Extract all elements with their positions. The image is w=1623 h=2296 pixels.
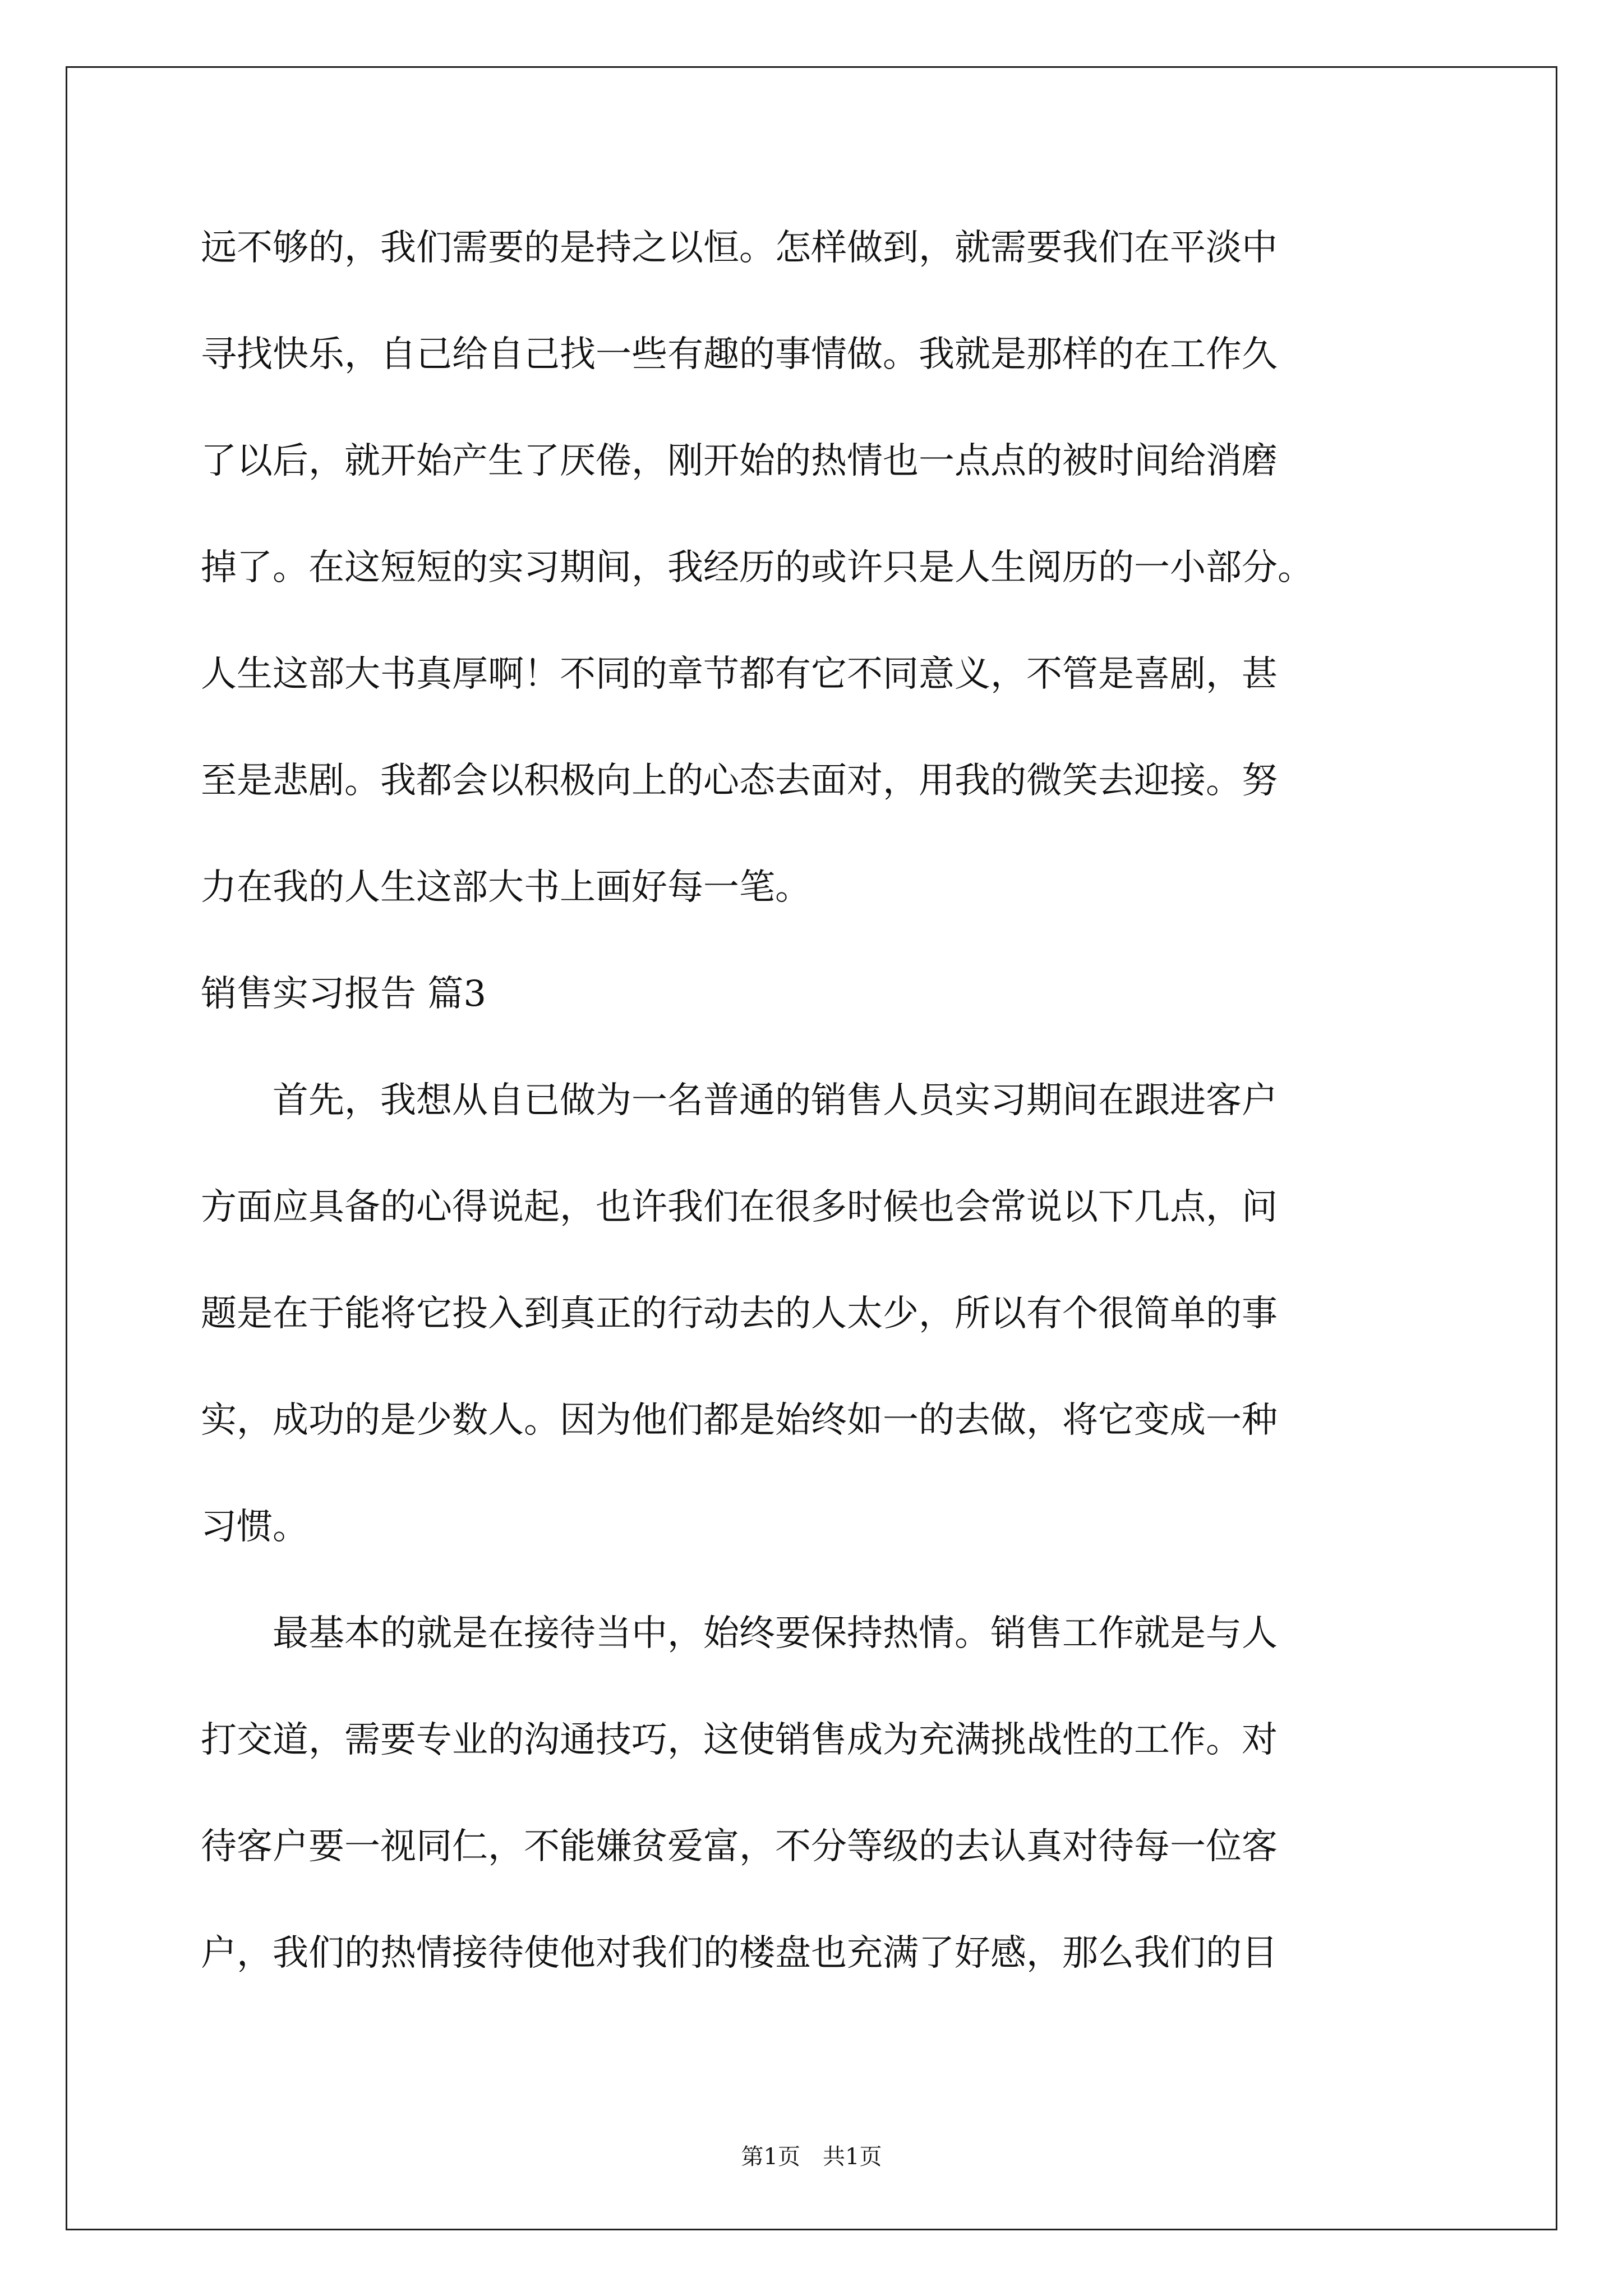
text-line: 习惯。 — [201, 1506, 308, 1548]
text-line: 待客户要一视同仁，不能嫌贫爱富，不分等级的去认真对待每一位客 — [201, 1826, 1278, 1867]
text-line: 方面应具备的心得说起，也许我们在很多时候也会常说以下几点，问 — [201, 1186, 1278, 1228]
text-line: 力在我的人生这部大书上画好每一笔。 — [201, 867, 811, 908]
text-line: 户，我们的热情接待使他对我们的楼盘也充满了好感，那么我们的目 — [201, 1932, 1278, 1974]
text-line: 实，成功的是少数人。因为他们都是始终如一的去做，将它变成一种 — [201, 1400, 1278, 1441]
page-footer: 第1页 共1页 — [741, 2144, 882, 2170]
text-line: 寻找快乐，自己给自己找一些有趣的事情做。我就是那样的在工作久 — [201, 334, 1278, 375]
text-line: 掉了。在这短短的实习期间，我经历的或许只是人生阅历的一小部分。 — [201, 547, 1313, 588]
section-heading: 销售实习报告 篇3 — [201, 973, 487, 1015]
text-line: 了以后，就开始产生了厌倦，刚开始的热情也一点点的被时间给消磨 — [201, 440, 1278, 482]
text-line: 至是悲剧。我都会以积极向上的心态去面对，用我的微笑去迎接。努 — [201, 760, 1278, 802]
text-line: 最基本的就是在接待当中，始终要保持热情。销售工作就是与人 — [201, 1613, 1278, 1654]
text-line: 远不够的，我们需要的是持之以恒。怎样做到，就需要我们在平淡中 — [201, 227, 1278, 269]
text-line: 题是在于能将它投入到真正的行动去的人太少，所以有个很简单的事 — [201, 1293, 1278, 1335]
text-line: 打交道，需要专业的沟通技巧，这使销售成为充满挑战性的工作。对 — [201, 1719, 1278, 1761]
text-line: 人生这部大书真厚啊！不同的章节都有它不同意义，不管是喜剧，甚 — [201, 654, 1278, 695]
page-border — [66, 66, 1557, 2230]
text-line: 首先，我想从自已做为一名普通的销售人员实习期间在跟进客户 — [201, 1080, 1278, 1121]
